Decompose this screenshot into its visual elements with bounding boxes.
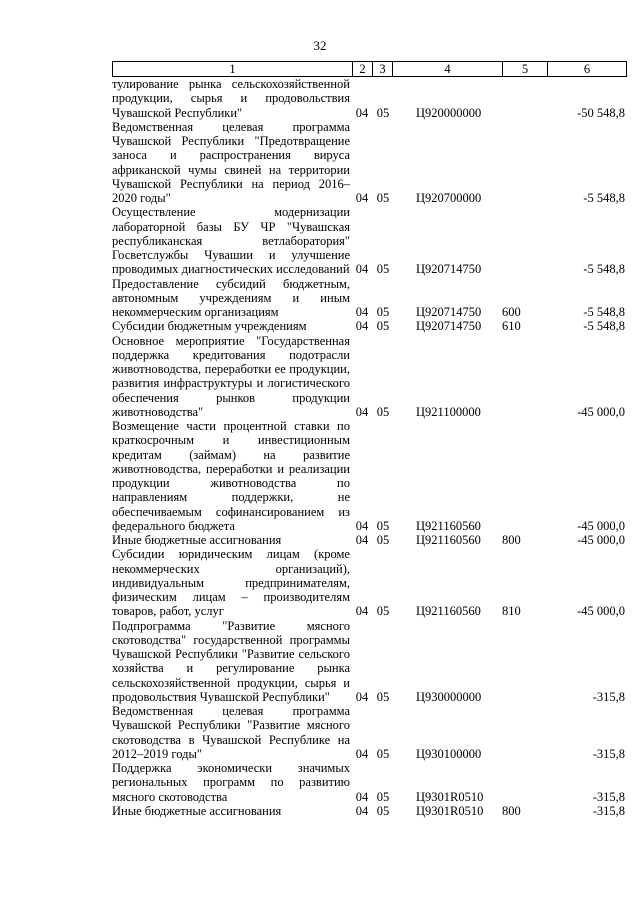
row-target-article: Ц921160560	[416, 604, 481, 619]
row-expense-type: 810	[502, 604, 521, 619]
table-row	[112, 77, 627, 120]
row-amount: -315,8	[592, 746, 625, 761]
row-expense-type: 600	[502, 305, 521, 319]
row-description: Предоставление субсидий бюджетным, автономным учреждениям и иным некоммерческим организациям	[112, 276, 350, 319]
row-description: Иные бюджетные ассигнования	[112, 533, 282, 547]
row-description: Подпрограмма "Развитие мясного скотоводства" государственной программы Чувашской Республики "Развитие сельского хозяйства и регулирование рынка сельскохозяйственной продукции, сырья и продовольствия Чувашской Республики"	[112, 618, 350, 704]
row-subsection-code: 05	[376, 191, 390, 205]
row-subsection-code: 05	[376, 604, 390, 619]
row-amount: -5 548,8	[583, 319, 625, 334]
row-description: Ведомственная целевая программа Чувашской Республики "Предотвращение заноса и распространения вируса африканской чумы свиней на территории Чувашской Республики на период 2016–2020 годы"	[112, 119, 350, 205]
row-target-article: Ц9301R0510	[416, 803, 484, 818]
row-target-article: Ц920714750	[416, 319, 482, 334]
row-target-article: Ц921100000	[416, 404, 481, 419]
row-target-article: Ц920700000	[416, 191, 482, 205]
row-amount: -50 548,8	[577, 105, 625, 120]
row-subsection-code: 05	[376, 518, 390, 533]
row-description: Субсидии бюджетным учреждениям	[112, 319, 307, 334]
row-subsection-code: 05	[376, 803, 390, 818]
row-section-code: 04	[355, 319, 369, 334]
row-expense-type: 610	[502, 319, 521, 334]
row-amount: -45 000,0	[577, 404, 625, 419]
table-row	[112, 334, 627, 420]
row-amount: -315,8	[592, 789, 625, 804]
row-subsection-code: 05	[376, 533, 390, 547]
row-subsection-code: 05	[376, 746, 390, 761]
row-subsection-code: 05	[376, 689, 390, 704]
row-section-code: 04	[355, 305, 369, 319]
row-description: Ведомственная целевая программа Чувашской Республики "Развитие мясного скотоводства в Чувашской Республике на 2012–2019 годы"	[112, 704, 350, 761]
row-description: Субсидии юридическим лицам (кроме некоммерческих организаций), индивидуальным предпринимателям, физическим лицам – производителям товаров, работ, услуг	[112, 547, 350, 619]
row-section-code: 04	[355, 518, 369, 533]
row-section-code: 04	[355, 262, 369, 277]
table-row	[112, 277, 627, 320]
row-amount: -5 548,8	[583, 305, 625, 319]
row-section-code: 04	[355, 404, 369, 419]
row-expense-type: 800	[502, 533, 521, 547]
row-target-article: Ц920000000	[416, 105, 482, 120]
header-col-3: 3	[373, 62, 393, 76]
row-target-article: Ц921160560	[416, 518, 481, 533]
table-row	[112, 547, 627, 618]
row-section-code: 04	[355, 689, 369, 704]
header-col-5: 5	[503, 62, 548, 76]
row-target-article: Ц9301R0510	[416, 789, 484, 804]
row-target-article: Ц920714750	[416, 262, 482, 277]
header-col-4: 4	[393, 62, 503, 76]
row-subsection-code: 05	[376, 305, 390, 319]
table-row	[112, 761, 627, 804]
row-target-article: Ц930000000	[416, 689, 482, 704]
header-col-2: 2	[353, 62, 373, 76]
table-row	[112, 120, 627, 206]
table-body	[112, 77, 627, 818]
row-target-article: Ц920714750	[416, 305, 482, 319]
row-section-code: 04	[355, 105, 369, 120]
table-row	[112, 319, 627, 333]
row-description: Осуществление модернизации лабораторной базы БУ ЧР "Чувашская республиканская ветлаборатория" Госветслужбы Чувашии и улучшение проводимых диагностических исследований	[112, 205, 350, 277]
table-row	[112, 619, 627, 705]
row-description: Иные бюджетные ассигнования	[112, 803, 282, 818]
row-subsection-code: 05	[376, 105, 390, 120]
row-description: Основное мероприятие "Государственная поддержка кредитования подотрасли животноводства, переработки ее продукции, развития инфраструктуры и логистического обеспечения рынков продукции животноводства"	[112, 333, 350, 419]
row-section-code: 04	[355, 789, 369, 804]
row-amount: -45 000,0	[577, 518, 625, 533]
row-section-code: 04	[355, 803, 369, 818]
row-description: Поддержка экономически значимых региональных программ по развитию мясного скотоводства	[112, 761, 350, 804]
table-row	[112, 205, 627, 276]
row-section-code: 04	[355, 533, 369, 547]
row-amount: -5 548,8	[583, 262, 625, 277]
row-amount: -5 548,8	[583, 191, 625, 205]
page-number: 32	[313, 38, 327, 53]
table-row	[112, 533, 627, 547]
row-section-code: 04	[355, 191, 369, 205]
row-amount: -315,8	[592, 803, 625, 818]
table-row	[112, 419, 627, 533]
row-amount: -315,8	[592, 689, 625, 704]
header-col-1: 1	[113, 62, 353, 76]
row-expense-type: 800	[502, 803, 521, 818]
row-section-code: 04	[355, 746, 369, 761]
row-subsection-code: 05	[376, 404, 390, 419]
table-row	[112, 704, 627, 761]
table-row	[112, 804, 627, 818]
row-amount: -45 000,0	[577, 533, 625, 547]
row-target-article: Ц930100000	[416, 746, 482, 761]
row-subsection-code: 05	[376, 789, 390, 804]
row-section-code: 04	[355, 604, 369, 619]
row-subsection-code: 05	[376, 319, 390, 334]
row-target-article: Ц921160560	[416, 533, 481, 547]
table-header	[112, 61, 627, 77]
row-description: Возмещение части процентной ставки по краткосрочным и инвестиционным кредитам (займам) на развитие животноводства, переработки и реализации продукции животноводства по направлениям поддержки, не обеспечиваемым софинансированием из федерального бюджета	[112, 419, 350, 533]
row-description: тулирование рынка сельскохозяйственной продукции, сырья и продовольствия Чувашской Республики"	[112, 77, 350, 120]
row-subsection-code: 05	[376, 262, 390, 277]
row-amount: -45 000,0	[577, 604, 625, 619]
header-col-6: 6	[583, 62, 591, 76]
